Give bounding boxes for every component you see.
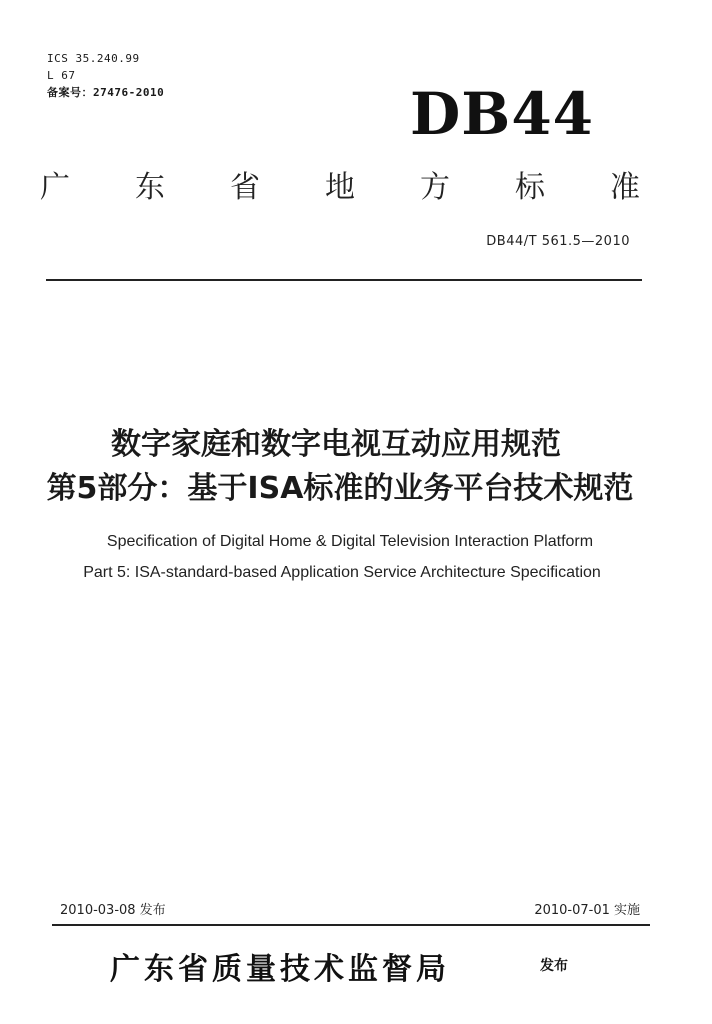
classification-code: L 67 [47, 69, 76, 82]
standard-type-char: 东 [135, 170, 165, 205]
title-english-line-2: Part 5: ISA-standard-based Application Service Architecture Specification [83, 564, 601, 581]
filing-number: 备案号：27476-2010 [47, 86, 165, 99]
standard-type-heading [40, 162, 640, 206]
publisher-suffix: 发布 [540, 958, 568, 974]
document-metadata [47, 50, 164, 101]
title-chinese-line-1: 数字家庭和数字电视互动应用规范 [111, 427, 561, 462]
publisher-name: 广东省质量技术监督局 [110, 952, 450, 987]
standard-type-char: 标 [515, 170, 545, 205]
standard-type-char: 准 [610, 170, 640, 205]
top-divider [46, 279, 642, 281]
standard-type-char: 方 [420, 170, 450, 205]
ics-code: ICS 35.240.99 [47, 52, 140, 65]
standard-code-logo: DB44 [410, 80, 595, 148]
issue-date: 2010-03-08 发布 [60, 903, 166, 918]
standard-type-char: 省 [230, 170, 260, 205]
title-chinese-line-2: 第5部分：基于ISA标准的业务平台技术规范 [46, 471, 634, 506]
title-english-line-1: Specification of Digital Home & Digital Television Interaction Platform [106, 533, 594, 550]
implementation-date: 2010-07-01 实施 [534, 903, 640, 918]
bottom-divider [52, 924, 650, 926]
standard-type-char: 地 [325, 170, 355, 205]
standard-type-char: 广 [40, 170, 70, 205]
standard-number: DB44/T 561.5—2010 [486, 234, 630, 249]
